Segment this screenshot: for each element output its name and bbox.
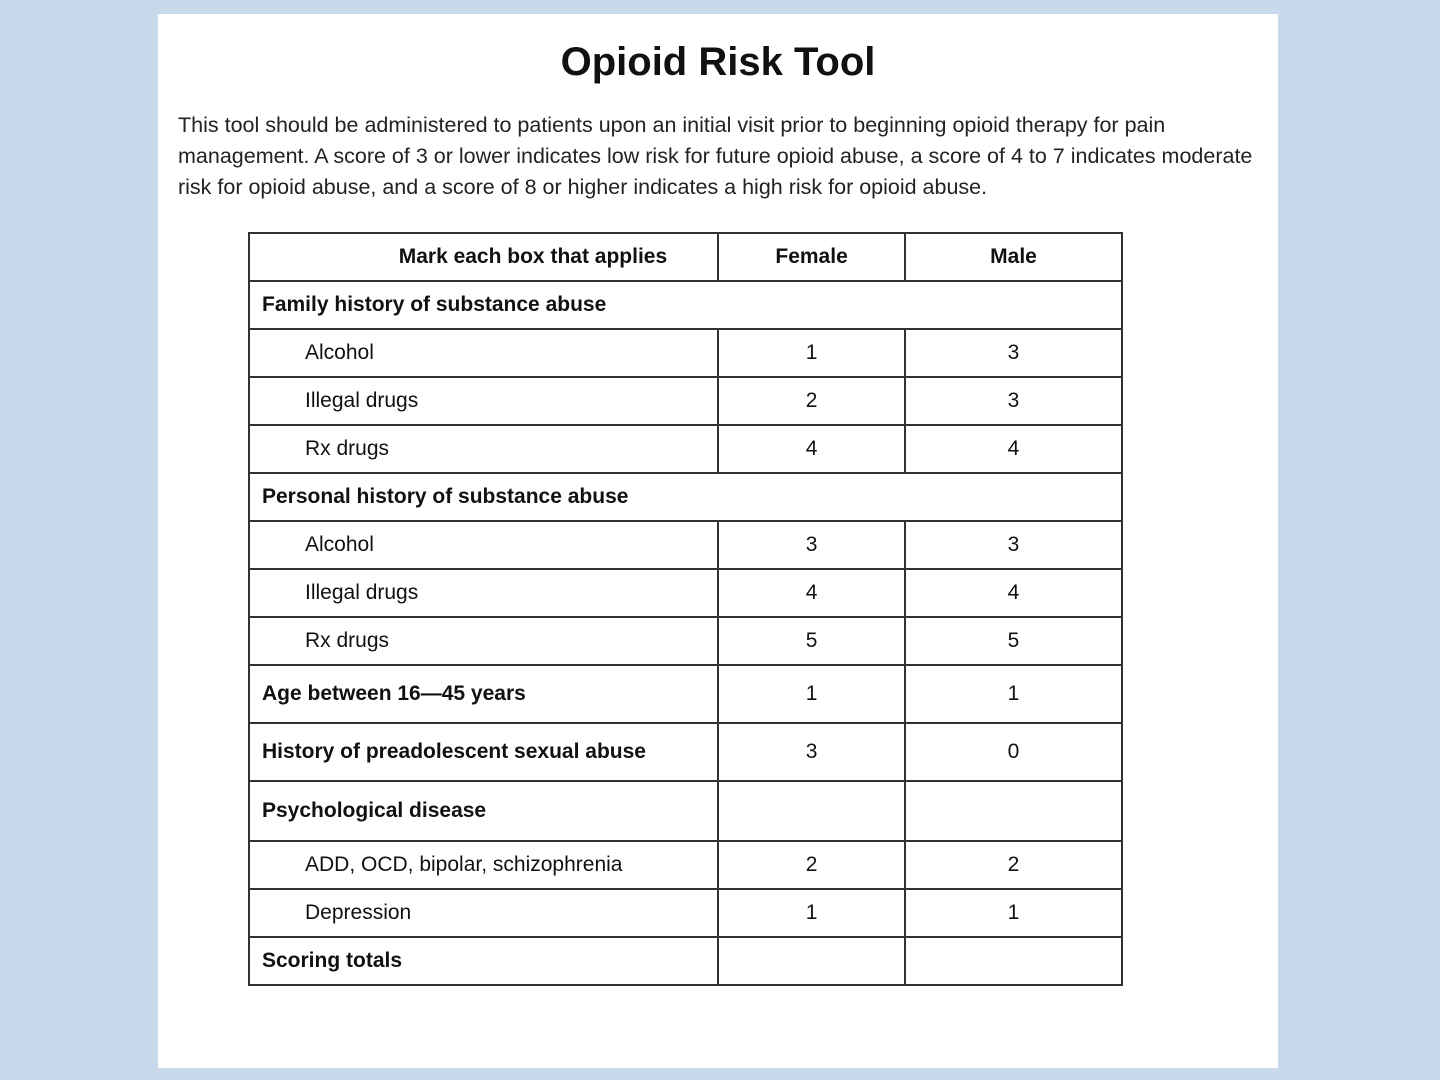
table-row — [249, 377, 1122, 425]
female-empty-cell — [718, 781, 905, 841]
document-title: Opioid Risk Tool — [560, 40, 876, 84]
section-psychological-disease: Psychological disease — [249, 781, 718, 841]
table-header-row — [249, 233, 1122, 281]
male-score[interactable]: 1 — [905, 665, 1122, 723]
female-total-cell[interactable] — [718, 937, 905, 985]
female-score[interactable]: 1 — [718, 665, 905, 723]
male-score[interactable]: 4 — [905, 425, 1122, 473]
female-score[interactable]: 4 — [718, 425, 905, 473]
section-row-psych — [249, 781, 1122, 841]
female-score[interactable]: 3 — [718, 723, 905, 781]
section-row-family — [249, 281, 1122, 329]
section-family-history: Family history of substance abuse — [249, 281, 1122, 329]
row-label: Rx drugs — [249, 617, 718, 665]
male-empty-cell — [905, 781, 1122, 841]
row-label: Alcohol — [249, 329, 718, 377]
male-score[interactable]: 3 — [905, 377, 1122, 425]
row-label: Illegal drugs — [249, 569, 718, 617]
section-row-personal — [249, 473, 1122, 521]
female-score[interactable]: 4 — [718, 569, 905, 617]
row-label-preadolescent-abuse: History of preadolescent sexual abuse — [249, 723, 718, 781]
male-score[interactable]: 1 — [905, 889, 1122, 937]
table-row — [249, 617, 1122, 665]
row-label: ADD, OCD, bipolar, schizophrenia — [249, 841, 718, 889]
male-total-cell[interactable] — [905, 937, 1122, 985]
female-score[interactable]: 1 — [718, 329, 905, 377]
male-score[interactable]: 4 — [905, 569, 1122, 617]
row-label: Rx drugs — [249, 425, 718, 473]
table-row — [249, 425, 1122, 473]
header-male: Male — [905, 233, 1122, 281]
female-score[interactable]: 1 — [718, 889, 905, 937]
male-score[interactable]: 2 — [905, 841, 1122, 889]
table-row — [249, 521, 1122, 569]
header-female: Female — [718, 233, 905, 281]
female-score[interactable]: 2 — [718, 841, 905, 889]
document-page — [158, 14, 1278, 1068]
female-score[interactable]: 2 — [718, 377, 905, 425]
table-row — [249, 329, 1122, 377]
row-label: Illegal drugs — [249, 377, 718, 425]
table-row — [249, 889, 1122, 937]
row-label: Alcohol — [249, 521, 718, 569]
row-label-age: Age between 16—45 years — [249, 665, 718, 723]
section-personal-history: Personal history of substance abuse — [249, 473, 1122, 521]
male-score[interactable]: 5 — [905, 617, 1122, 665]
male-score[interactable]: 3 — [905, 521, 1122, 569]
row-label-scoring-totals: Scoring totals — [249, 937, 718, 985]
header-mark-each: Mark each box that applies — [249, 233, 718, 281]
female-score[interactable]: 5 — [718, 617, 905, 665]
intro-paragraph: This tool should be administered to patients upon an initial visit prior to beginning opioid therapy for pain management. A score of 3 or lower indicates low risk for future opioid abuse, a score of 4 to 7 indicates moderate risk for opioid abuse, and a score of 8 or higher indicates a high risk for opioid abuse. — [178, 113, 1253, 199]
male-score[interactable]: 0 — [905, 723, 1122, 781]
female-score[interactable]: 3 — [718, 521, 905, 569]
row-label: Depression — [249, 889, 718, 937]
table-row-preadolescent-abuse — [249, 723, 1122, 781]
table-row — [249, 841, 1122, 889]
table-row-age — [249, 665, 1122, 723]
risk-table — [248, 232, 1123, 986]
male-score[interactable]: 3 — [905, 329, 1122, 377]
table-row-totals — [249, 937, 1122, 985]
table-row — [249, 569, 1122, 617]
